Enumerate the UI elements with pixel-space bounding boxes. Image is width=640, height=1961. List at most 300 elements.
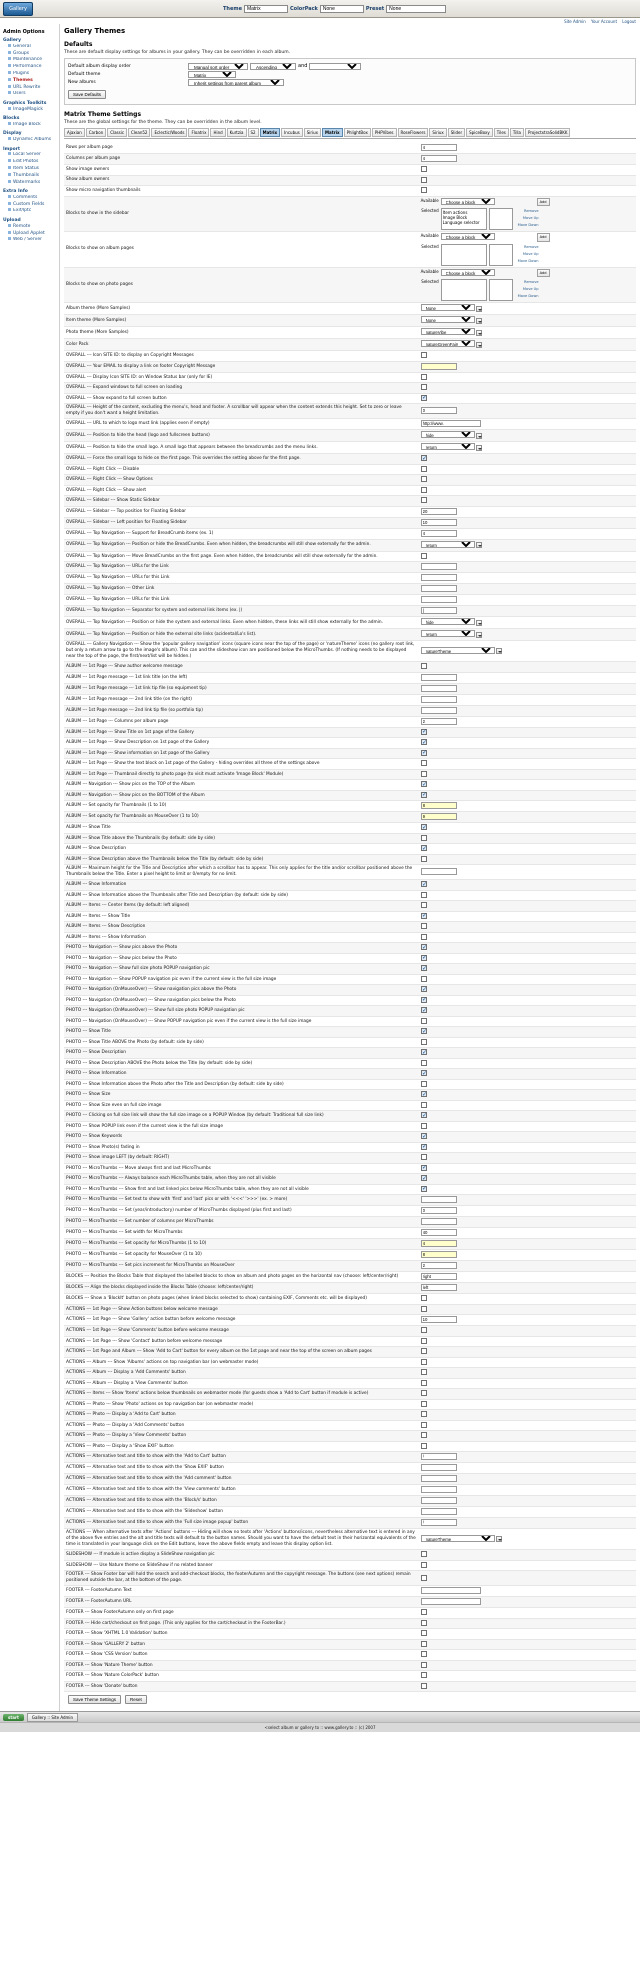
add-block-button[interactable]: Add [537,233,550,242]
available-blocks-select[interactable] [441,233,495,240]
setting-checkbox[interactable] [421,1049,427,1055]
list-item[interactable]: Image Block [442,215,468,221]
tab-tiles[interactable]: Tiles [494,128,509,137]
setting-checkbox[interactable] [421,1327,427,1333]
setting-checkbox[interactable] [421,1443,427,1449]
setting-checkbox[interactable] [421,374,427,380]
chevron-down-icon[interactable] [476,445,482,451]
tab-matrix[interactable]: Matrix [322,128,343,137]
setting-label: ACTIONS --- Album --- Display a 'View Comments' button [64,1378,419,1389]
selected-blocks-list[interactable] [441,244,487,266]
setting-select[interactable] [421,316,475,323]
list-item[interactable]: Item actions [442,210,468,216]
chevron-down-icon[interactable] [476,306,482,312]
setting-checkbox[interactable] [421,395,427,401]
setting-select[interactable] [421,443,475,450]
setting-checkbox[interactable] [421,1369,427,1375]
setting-row [64,1597,636,1608]
setting-text-input[interactable] [421,1316,457,1323]
setting-checkbox[interactable] [421,1630,427,1636]
setting-checkbox[interactable] [421,487,427,493]
block-remove-link[interactable]: Remove [524,280,539,285]
setting-select[interactable] [421,431,475,438]
setting-control-cell [419,1153,636,1164]
setting-text-input[interactable] [421,1273,457,1280]
chevron-down-icon[interactable] [476,433,482,439]
tab-carbon[interactable]: Carbon [86,128,106,137]
setting-checkbox[interactable] [421,997,427,1003]
setting-label: ALBUM --- Show Title [64,823,419,834]
tab-tilla[interactable]: Tilla [510,128,524,137]
add-block-button[interactable]: Add [537,269,550,278]
chevron-down-icon[interactable] [496,648,502,654]
setting-checkbox[interactable] [421,965,427,971]
setting-checkbox[interactable] [421,1060,427,1066]
setting-checkbox[interactable] [421,1651,427,1657]
setting-select[interactable] [421,618,475,625]
sidebar-item-local-server[interactable] [2,152,57,159]
setting-row [64,1283,636,1294]
sidebar-item-thumbnails[interactable] [2,172,57,179]
setting-checkbox[interactable] [421,1028,427,1034]
tab-phpvibes[interactable]: PHPVibes [372,128,397,137]
setting-label: PHOTO --- Navigation (OnMouseOver) --- Show navigation pics above the Photo [64,985,419,996]
setting-label: Columns per album page [64,154,419,165]
setting-checkbox[interactable] [421,384,427,390]
setting-text-input[interactable] [421,1284,457,1291]
setting-text-input[interactable] [421,696,457,703]
tab-clean52[interactable]: Clean52 [128,128,150,137]
setting-row [64,528,636,539]
sidebar-item-upload-applet[interactable] [2,230,57,237]
setting-row [64,419,636,430]
setting-checkbox[interactable] [421,739,427,745]
taskbar-item[interactable]: Gallery :: Site Admin [27,1713,78,1722]
setting-checkbox[interactable] [421,497,427,503]
sidebar-item-groups[interactable] [2,50,57,57]
setting-row [64,573,636,584]
tab-ajaxian[interactable]: Ajaxian [64,128,85,137]
setting-checkbox[interactable] [421,1007,427,1013]
setting-control-cell [419,327,636,339]
setting-label: ACTIONS --- Photo --- Display a 'Add to Cart' button [64,1410,419,1421]
reset-button[interactable]: Reset [125,1695,147,1704]
block-move-up-link[interactable]: Move Up [522,287,539,292]
setting-checkbox[interactable] [421,771,427,777]
sidebar-item-maintenance[interactable] [2,57,57,64]
selected-blocks-list[interactable] [441,208,487,230]
setting-select[interactable] [421,340,475,347]
sidebar-item-themes[interactable] [2,77,57,84]
default-theme-label: Default theme [68,71,101,77]
setting-row [64,606,636,617]
setting-row [64,551,636,562]
setting-text-input[interactable] [421,1251,457,1258]
setting-checkbox[interactable] [421,1672,427,1678]
setting-row [64,1079,636,1090]
setting-text-input[interactable] [421,707,457,714]
setting-row [64,475,636,486]
setting-text-input[interactable] [421,674,457,681]
setting-checkbox[interactable] [421,1575,427,1581]
setting-row [64,790,636,801]
setting-checkbox[interactable] [421,729,427,735]
setting-control-cell [419,1389,636,1400]
setting-text-input[interactable] [421,508,457,515]
setting-checkbox[interactable] [421,923,427,929]
setting-text-input[interactable] [421,155,457,162]
default-direction-select[interactable] [250,63,296,70]
setting-checkbox[interactable] [421,1039,427,1045]
setting-control-cell [419,595,636,606]
setting-text-input[interactable] [421,144,457,151]
default-theme-select[interactable] [188,71,236,78]
tab-kurtzia[interactable]: Kurtzia [227,128,247,137]
sidebar-item-remote[interactable] [2,223,57,230]
setting-checkbox[interactable] [421,976,427,982]
theme-settings-heading: Matrix Theme Settings [64,111,142,118]
tab-classic[interactable]: Classic [107,128,127,137]
setting-checkbox[interactable] [421,1175,427,1181]
setting-text-input[interactable] [421,1453,457,1460]
setting-checkbox[interactable] [421,792,427,798]
colorpack-field-input[interactable] [320,5,364,13]
setting-checkbox[interactable] [421,476,427,482]
setting-row [64,1660,636,1671]
setting-checkbox[interactable] [421,934,427,940]
setting-checkbox[interactable] [421,663,427,669]
sidebar-item-url-rewrite[interactable] [2,84,57,91]
setting-checkbox[interactable] [421,1562,427,1568]
setting-checkbox[interactable] [421,760,427,766]
sidebar-item-custom-fields[interactable] [2,201,57,208]
setting-control-cell [419,404,636,419]
new-albums-select[interactable] [188,79,284,86]
setting-row [64,372,636,383]
new-albums-label: New albums [68,79,96,85]
setting-text-input[interactable] [421,574,457,581]
setting-select[interactable] [421,541,475,548]
setting-checkbox[interactable] [421,913,427,919]
setting-checkbox[interactable] [421,892,427,898]
setting-checkbox[interactable] [421,856,427,862]
setting-text-input[interactable] [421,1240,457,1247]
link-site-admin[interactable]: Site Admin [564,19,586,24]
setting-row [64,1485,636,1496]
setting-control-cell [419,339,636,351]
setting-row [64,1560,636,1571]
setting-label: PHOTO --- MicroThumbs --- Set number of columns per MicroThumbs [64,1217,419,1228]
setting-text-input[interactable] [421,1262,457,1269]
setting-checkbox[interactable] [421,187,427,193]
setting-checkbox[interactable] [421,1411,427,1417]
block-remove-link[interactable]: Remove [524,244,539,249]
setting-text-input[interactable] [421,563,457,570]
setting-control-cell [419,606,636,617]
tab-matrix[interactable]: Matrix [260,128,281,137]
setting-checkbox[interactable] [421,1133,427,1139]
setting-checkbox[interactable] [421,902,427,908]
sidebar-item-image-block[interactable] [2,122,57,129]
setting-checkbox[interactable] [421,1422,427,1428]
setting-text-input[interactable] [421,685,457,692]
setting-text-input[interactable] [421,1207,457,1214]
sidebar-item-exif-iptc[interactable] [2,208,57,215]
setting-text-input[interactable] [421,1508,457,1515]
setting-checkbox[interactable] [421,1186,427,1192]
chevron-down-icon[interactable] [476,330,482,336]
setting-checkbox[interactable] [421,845,427,851]
setting-text-input[interactable] [421,407,457,414]
sidebar-item-label: Exif/Iptc [13,208,32,214]
setting-text-input[interactable] [421,1475,457,1482]
setting-checkbox[interactable] [421,1359,427,1365]
selected-blocks-list[interactable] [441,279,487,301]
tab-eclectic-woods[interactable]: Eclectic/Woods [151,128,187,137]
setting-row [64,1100,636,1111]
setting-text-input[interactable] [421,1196,457,1203]
setting-select[interactable] [421,304,475,311]
setting-control-cell [419,833,636,844]
sidebar-group-title: Display [3,131,22,137]
setting-checkbox[interactable] [421,824,427,830]
available-label: Available [420,233,439,239]
setting-label: ACTIONS --- 1st Page --- Show 'Contact' button before welcome message [64,1336,419,1347]
default-order-second-select[interactable] [309,63,361,70]
setting-control-cell [419,1326,636,1337]
setting-checkbox[interactable] [421,1306,427,1312]
tab-phlightbox[interactable]: PhlightBox [344,128,371,137]
theme-field-label: Theme [223,5,242,12]
setting-checkbox[interactable] [421,1348,427,1354]
setting-row [64,1048,636,1059]
sidebar-item-imagemagick[interactable] [2,106,57,113]
setting-checkbox[interactable] [421,881,427,887]
setting-row [64,769,636,780]
available-blocks-select[interactable] [441,269,495,276]
setting-checkbox[interactable] [421,1070,427,1076]
default-order-select[interactable] [188,63,248,70]
setting-select[interactable] [421,1535,495,1542]
setting-select[interactable] [421,630,475,637]
sidebar-item-watermarks[interactable] [2,179,57,186]
setting-checkbox[interactable] [421,455,427,461]
block-move-up-link[interactable]: Move Up [522,216,539,221]
setting-text-input[interactable] [421,1229,457,1236]
setting-text-input[interactable] [421,1218,457,1225]
block-move-up-link[interactable]: Move Up [522,251,539,256]
chevron-down-icon[interactable] [476,620,482,626]
setting-label: OVERALL --- Position to hide the head (logo and fullscreen buttons) [64,430,419,442]
block-move-down-link[interactable]: Move Down [517,223,539,228]
setting-checkbox[interactable] [421,1165,427,1171]
setting-text-input[interactable] [421,1497,457,1504]
setting-control-cell [419,1100,636,1111]
setting-control-cell [419,854,636,865]
setting-control-cell [419,694,636,705]
setting-checkbox[interactable] [421,1432,427,1438]
setting-checkbox[interactable] [421,1609,427,1615]
setting-control-cell [419,985,636,996]
setting-checkbox[interactable] [421,1338,427,1344]
sidebar-item-plugins[interactable] [2,71,57,78]
setting-text-input[interactable] [421,1587,481,1594]
setting-label: OVERALL --- Right Click --- Disable [64,464,419,475]
setting-checkbox[interactable] [421,1662,427,1668]
link-logout[interactable]: Logout [622,19,636,24]
setting-text-input[interactable] [421,813,457,820]
sidebar-item-web-server[interactable] [2,237,57,244]
setting-control-cell [419,1452,636,1463]
setting-label: Blocks to show in the sidebar [64,196,419,232]
setting-label: ALBUM --- Show Description [64,844,419,855]
setting-checkbox[interactable] [421,177,427,183]
setting-text-input[interactable] [421,607,457,614]
setting-row [64,1639,636,1650]
theme-field-input[interactable] [244,5,288,13]
setting-text-input[interactable] [421,868,457,875]
setting-row [64,267,636,303]
sidebar-item-comments[interactable] [2,195,57,202]
setting-control-cell [419,617,636,629]
setting-text-input[interactable] [421,802,457,809]
tab-siriux[interactable]: Siriux [304,128,321,137]
setting-text-input[interactable] [421,1464,457,1471]
preset-field-input[interactable] [386,5,446,13]
block-remove-link[interactable]: Remove [524,209,539,214]
setting-checkbox[interactable] [421,466,427,472]
setting-control-cell [419,315,636,327]
setting-checkbox[interactable] [421,750,427,756]
block-move-down-link[interactable]: Move Down [517,258,539,263]
setting-checkbox[interactable] [421,1123,427,1129]
sidebar-item-users[interactable] [2,91,57,98]
setting-row [64,974,636,985]
add-block-button[interactable]: Add [537,198,550,207]
setting-checkbox[interactable] [421,944,427,950]
setting-text-input[interactable] [421,363,457,370]
setting-text-input[interactable] [421,585,457,592]
setting-checkbox[interactable] [421,986,427,992]
setting-text-input[interactable] [421,1519,457,1526]
chevron-down-icon[interactable] [476,542,482,548]
setting-checkbox[interactable] [421,1091,427,1097]
sidebar-item-edit-photos[interactable] [2,159,57,166]
setting-label: ALBUM --- Show Title above the Thumbnails (by default: side by side) [64,833,419,844]
tab-slider[interactable]: Slider [448,128,465,137]
setting-control-cell [419,361,636,372]
chevron-down-icon[interactable] [476,318,482,324]
save-defaults-button[interactable]: Save Defaults [68,90,106,99]
setting-checkbox[interactable] [421,1620,427,1626]
setting-checkbox[interactable] [421,1102,427,1108]
setting-control-cell [419,1272,636,1283]
setting-text-input[interactable] [421,519,457,526]
tab-incubus[interactable]: Incubus [281,128,303,137]
setting-row [64,759,636,770]
setting-label: FOOTER --- Hide cart/checkout on first page. (This only applies for the cart/checkout in the FooterBar.) [64,1618,419,1629]
setting-label: FOOTER --- FooterAutumn Text [64,1586,419,1597]
page-title: Gallery Themes [64,27,126,35]
save-theme-settings-button[interactable]: Save Theme Settings [68,1695,121,1704]
setting-checkbox[interactable] [421,166,427,172]
tab-hind[interactable]: Hind [210,128,225,137]
setting-label: SLIDESHOW --- If module is active display a SlideShow navigation pic [64,1550,419,1561]
setting-control-cell [419,372,636,383]
chevron-down-icon[interactable] [476,632,482,638]
setting-checkbox[interactable] [421,1401,427,1407]
sidebar-item-general[interactable] [2,44,57,51]
setting-row [64,1304,636,1315]
setting-checkbox[interactable] [421,1081,427,1087]
tab-floatrix[interactable]: Floatrix [188,128,209,137]
setting-checkbox[interactable] [421,1144,427,1150]
setting-checkbox[interactable] [421,1380,427,1386]
available-label: Available [420,197,439,203]
tab-spiceboxy[interactable]: SpiceBoxy [466,128,493,137]
setting-control-cell [419,974,636,985]
setting-row [64,1250,636,1261]
setting-control-cell [419,517,636,528]
start-button[interactable]: start [3,1714,24,1721]
setting-checkbox[interactable] [421,1551,427,1557]
sidebar-item-item-status[interactable] [2,166,57,173]
setting-text-input[interactable] [421,718,457,725]
setting-checkbox[interactable] [421,1018,427,1024]
tab-roseflowers[interactable]: RoseFlowers [398,128,429,137]
setting-control-cell [419,932,636,943]
tab-siriux[interactable]: Siriux [429,128,446,137]
link-your-account[interactable]: Your Account [591,19,618,24]
setting-checkbox[interactable] [421,781,427,787]
setting-text-input[interactable] [421,596,457,603]
setting-label: PHOTO --- Show Keywords [64,1132,419,1143]
setting-label: FOOTER --- Show 'Nature ColorPack' button [64,1671,419,1682]
setting-select[interactable] [421,647,495,654]
sidebar-item-dynamic-albums[interactable] [2,137,57,144]
setting-text-input[interactable] [421,1486,457,1493]
setting-control-cell [419,1283,636,1294]
setting-checkbox[interactable] [421,955,427,961]
block-move-down-link[interactable]: Move Down [517,294,539,299]
tab-projectxtrasolidbkk[interactable]: ProjectxtraSolidBKK [525,128,570,137]
setting-text-input[interactable] [421,530,457,537]
setting-select[interactable] [421,328,475,335]
setting-checkbox[interactable] [421,1295,427,1301]
list-item[interactable]: Language selector [442,220,480,226]
chevron-down-icon[interactable] [476,342,482,348]
setting-checkbox[interactable] [421,1112,427,1118]
setting-control-cell [419,1550,636,1561]
setting-checkbox[interactable] [421,1390,427,1396]
setting-control-cell [419,823,636,834]
setting-checkbox[interactable] [421,1154,427,1160]
tab-s2[interactable]: S2 [248,128,259,137]
chevron-down-icon[interactable] [496,1536,502,1542]
setting-checkbox[interactable] [421,352,427,358]
setting-text-input[interactable] [421,420,481,427]
setting-checkbox[interactable] [421,1641,427,1647]
setting-label: ACTIONS --- Alternative text and title to show with the 'Full size image popup' button [64,1518,419,1529]
setting-control-cell [419,727,636,738]
available-blocks-select[interactable] [441,198,495,205]
setting-checkbox[interactable] [421,1683,427,1689]
setting-checkbox[interactable] [421,835,427,841]
setting-text-input[interactable] [421,1598,481,1605]
setting-checkbox[interactable] [421,553,427,559]
sidebar-item-performance[interactable] [2,64,57,71]
setting-control-cell [419,790,636,801]
